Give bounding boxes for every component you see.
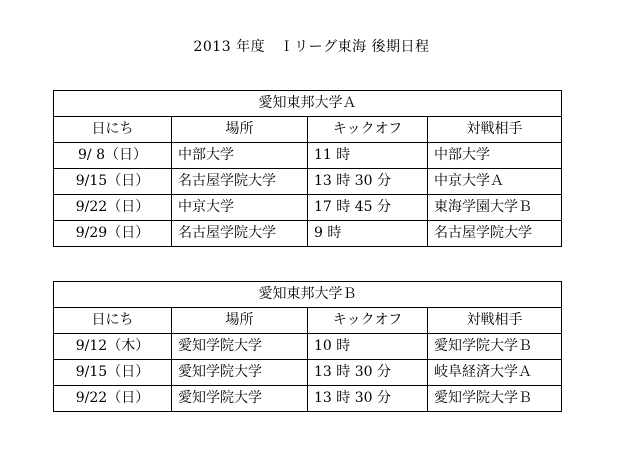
- column-header-venue: 場所: [172, 117, 308, 143]
- venue-cell: 名古屋学院大学: [172, 169, 308, 195]
- column-header-row: [54, 308, 562, 334]
- table-row: [54, 360, 562, 386]
- table-row: [54, 221, 562, 247]
- opponent-cell: 中京大学Ａ: [428, 169, 562, 195]
- date-cell: 9/12（木）: [54, 334, 172, 360]
- opponent-cell: 岐阜経済大学Ａ: [428, 360, 562, 386]
- kickoff-cell: 10 時: [308, 334, 428, 360]
- table-row: [54, 334, 562, 360]
- column-header-date: 日にち: [54, 117, 172, 143]
- venue-cell: 愛知学院大学: [172, 386, 308, 412]
- kickoff-cell: 13 時 30 分: [308, 360, 428, 386]
- opponent-cell: 東海学園大学Ｂ: [428, 195, 562, 221]
- kickoff-cell: 13 時 30 分: [308, 169, 428, 195]
- team-header-row: [54, 91, 562, 117]
- venue-cell: 中部大学: [172, 143, 308, 169]
- column-header-venue: 場所: [172, 308, 308, 334]
- table-row: [54, 143, 562, 169]
- column-header-date: 日にち: [54, 308, 172, 334]
- schedule-table-team-b: [53, 281, 562, 412]
- table-row: [54, 386, 562, 412]
- table-row: [54, 195, 562, 221]
- team-name: 愛知東邦大学Ｂ: [54, 282, 562, 308]
- kickoff-cell: 11 時: [308, 143, 428, 169]
- column-header-opponent: 対戦相手: [428, 117, 562, 143]
- opponent-cell: 愛知学院大学Ｂ: [428, 386, 562, 412]
- venue-cell: 中京大学: [172, 195, 308, 221]
- column-header-kickoff: キックオフ: [308, 117, 428, 143]
- team-header-row: [54, 282, 562, 308]
- date-cell: 9/29（日）: [54, 221, 172, 247]
- date-cell: 9/ 8（日）: [54, 143, 172, 169]
- column-header-kickoff: キックオフ: [308, 308, 428, 334]
- kickoff-cell: 17 時 45 分: [308, 195, 428, 221]
- date-cell: 9/15（日）: [54, 169, 172, 195]
- column-header-opponent: 対戦相手: [428, 308, 562, 334]
- column-header-row: [54, 117, 562, 143]
- venue-cell: 愛知学院大学: [172, 334, 308, 360]
- kickoff-cell: 13 時 30 分: [308, 386, 428, 412]
- opponent-cell: 中部大学: [428, 143, 562, 169]
- opponent-cell: 名古屋学院大学: [428, 221, 562, 247]
- venue-cell: 名古屋学院大学: [172, 221, 308, 247]
- venue-cell: 愛知学院大学: [172, 360, 308, 386]
- date-cell: 9/22（日）: [54, 195, 172, 221]
- date-cell: 9/15（日）: [54, 360, 172, 386]
- schedule-table-team-a: [53, 90, 562, 247]
- table-row: [54, 169, 562, 195]
- date-cell: 9/22（日）: [54, 386, 172, 412]
- kickoff-cell: 9 時: [308, 221, 428, 247]
- team-name: 愛知東邦大学Ａ: [54, 91, 562, 117]
- opponent-cell: 愛知学院大学Ｂ: [428, 334, 562, 360]
- page-title: 2013 年度 Ｉリーグ東海 後期日程: [193, 39, 430, 55]
